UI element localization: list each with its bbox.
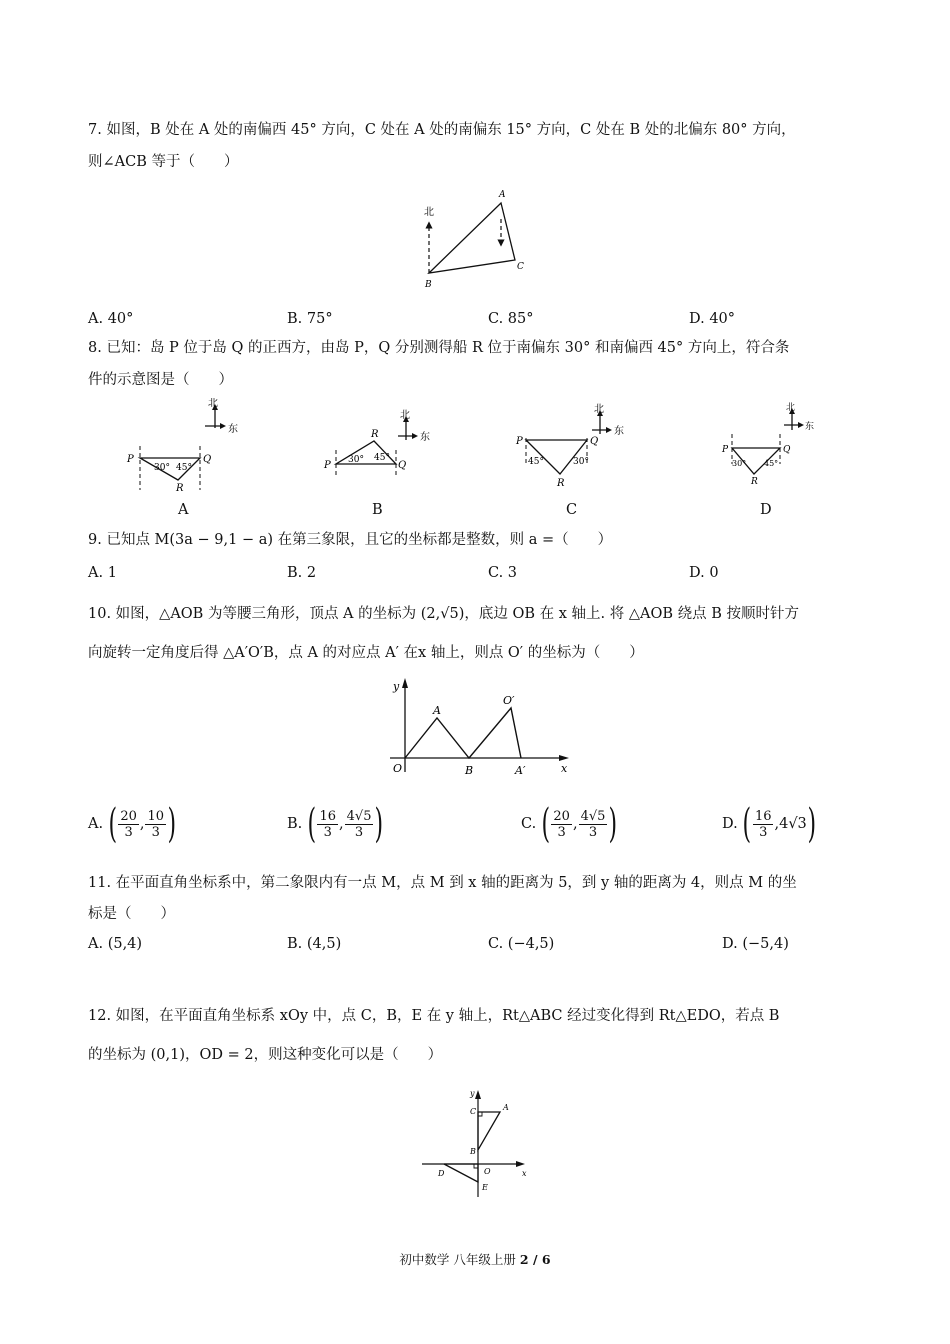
q8d-q: Q	[783, 445, 791, 455]
q8c-q: Q	[590, 436, 599, 447]
q8a-r: R	[176, 483, 184, 494]
q12-triangle-edo	[444, 1164, 478, 1182]
q10a-n2: 10	[147, 808, 165, 824]
q10-triangles	[405, 708, 521, 758]
q8-figure-d[interactable]	[712, 398, 842, 496]
q11-text-line1: 11. 在平面直角坐标系中，第二象限内有一点 M，点 M 到 x 轴的距离为 5，到 y 轴的距离为 4，则点 M 的坐	[88, 875, 797, 891]
q10b-label: B.	[287, 816, 303, 832]
q8c-east: 东	[614, 426, 624, 437]
q7-north-label: 北	[424, 207, 434, 218]
q8a-east: 东	[228, 424, 238, 435]
footer-text: 初中数学 八年级上册	[399, 1252, 516, 1267]
q10c-n1: 20	[553, 808, 570, 824]
q7-label-a: A	[499, 190, 506, 200]
q8b-north: 北	[400, 410, 410, 421]
q7-text-line1: 7. 如图，B 处在 A 处的南偏西 45° 方向，C 处在 A 处的南偏东 15° 方向，C 处在 B 处的北偏东 80° 方向，	[88, 122, 796, 138]
q10d-n1: 16	[754, 808, 772, 824]
q7-label-b: B	[425, 280, 432, 290]
q9-option-d[interactable]: D. 0	[689, 565, 719, 581]
q12-text-line2: 的坐标为 (0,1)，OD = 2，则这种变化可以是（ ）	[88, 1047, 443, 1063]
q8-caption-d: D	[760, 502, 772, 518]
q11-option-b[interactable]: B. (4,5)	[287, 936, 342, 952]
q10c-n2: 4√5	[580, 808, 606, 824]
q7-text-line2: 则∠ACB 等于（ ）	[88, 154, 239, 170]
q8a-p: P	[127, 454, 134, 465]
q10d-tail: ,4√3	[774, 816, 807, 832]
q8c-30: 30°	[573, 457, 589, 467]
q8b-east: 东	[420, 432, 430, 443]
q12-e-label: E	[482, 1183, 488, 1192]
q10-option-d[interactable]: D. ( $\frac{16}{3}$ ,4√3)	[722, 801, 816, 847]
q10-option-b[interactable]: B. ( $\frac{16}{3}$ , $\frac{4√5}{3}$ )	[287, 801, 384, 847]
q10-y-label: y	[393, 680, 400, 693]
q12-text-line1: 12. 如图，在平面直角坐标系 xOy 中，点 C，B，E 在 y 轴上，Rt△ABC 经过变化得到 Rt△EDO，若点 B	[88, 1008, 780, 1024]
q12-figure	[418, 1082, 534, 1202]
q11-option-d[interactable]: D. (−5,4)	[722, 936, 789, 952]
q8-caption-c: C	[566, 502, 578, 518]
q12-x-label: x	[522, 1169, 527, 1178]
q10b-n2: 4√5	[346, 808, 372, 824]
q8d-north: 北	[786, 403, 796, 413]
q12-b-label: B	[470, 1147, 476, 1156]
q8-caption-a: A	[178, 502, 189, 518]
q8b-30: 30°	[348, 455, 364, 465]
page-footer	[0, 1250, 950, 1268]
q10-ap-label: A′	[515, 764, 526, 777]
q7-option-d[interactable]: D. 40°	[689, 311, 736, 327]
q8a-north: 北	[208, 398, 218, 409]
q8-text-line1: 8. 已知：岛 P 位于岛 Q 的正西方，由岛 P，Q 分别测得船 R 位于南偏东 30° 和南偏西 45° 方向上，符合条	[88, 340, 790, 356]
q10-x-label: x	[561, 762, 568, 775]
q8d-45: 45°	[764, 459, 779, 468]
q7-triangle	[429, 203, 515, 273]
q8d-r: R	[751, 477, 758, 487]
q10b-d2: 3	[354, 824, 364, 840]
q12-c-label: C	[470, 1107, 477, 1116]
q10b-n1: 16	[319, 808, 337, 824]
q9-option-a[interactable]: A. 1	[88, 565, 117, 581]
q12-triangle-abc	[478, 1112, 500, 1150]
q8-figure-b[interactable]	[318, 398, 448, 496]
q10a-d2: 3	[151, 824, 160, 840]
q8b-p: P	[324, 460, 331, 471]
q9-option-c[interactable]: C. 3	[488, 565, 518, 581]
q10c-d1: 3	[557, 824, 566, 840]
q8b-45: 45°	[374, 453, 390, 463]
q11-text-line2: 标是（ ）	[88, 906, 175, 922]
q7-option-c[interactable]: C. 85°	[488, 311, 534, 327]
q9-option-b[interactable]: B. 2	[287, 565, 317, 581]
q8-caption-b: B	[372, 502, 383, 518]
q12-a-label: A	[503, 1103, 509, 1112]
q10a-d1: 3	[124, 824, 133, 840]
q10a-label: A.	[88, 816, 104, 832]
q8d-30: 30°	[732, 459, 747, 468]
q8-text-line2: 件的示意图是（ ）	[88, 372, 233, 388]
q8-figure-c[interactable]	[512, 398, 642, 496]
q10-o-label: O	[393, 762, 403, 775]
q10-figure	[385, 672, 585, 782]
q10d-d1: 3	[759, 824, 768, 840]
q8c-north: 北	[594, 404, 604, 415]
page-number: 2 / 6	[519, 1252, 551, 1267]
q8c-r: R	[557, 478, 565, 489]
q10d-label: D.	[722, 816, 738, 832]
q11-option-a[interactable]: A. (5,4)	[88, 936, 143, 952]
q12-o-label: O	[484, 1167, 491, 1176]
q8b-r: R	[371, 429, 379, 440]
q8b-q: Q	[398, 460, 407, 471]
q7-label-c: C	[517, 262, 524, 272]
q8-figure-a[interactable]	[120, 398, 250, 496]
q10c-label: C.	[521, 816, 537, 832]
q10-option-a[interactable]: A. ( $\frac{20}{3}$ , $\frac{10}{3}$ )	[88, 801, 177, 847]
q7-figure	[415, 185, 535, 295]
q10-b-label: B	[465, 764, 474, 777]
q8a-45: 45°	[176, 463, 192, 473]
q11-option-c[interactable]: C. (−4,5)	[488, 936, 555, 952]
q10b-d1: 3	[323, 824, 332, 840]
q10-text-line2: 向旋转一定角度后得 △A′O′B，点 A 的对应点 A′ 在x 轴上，则点 O′ 的坐标为（ ）	[88, 645, 644, 661]
q8d-p: P	[722, 445, 729, 455]
q9-text-line1: 9. 已知点 M(3a − 9,1 − a) 在第三象限，且它的坐标都是整数，则 a =（ ）	[88, 532, 613, 548]
q12-d-label: D	[438, 1169, 445, 1178]
q10-a-label: A	[433, 704, 441, 717]
q8a-30: 30°	[154, 463, 170, 473]
q10c-d2: 3	[588, 824, 598, 840]
q7-option-a[interactable]: A. 40°	[88, 311, 134, 327]
q8d-east: 东	[805, 422, 815, 432]
q7-option-b[interactable]: B. 75°	[287, 311, 333, 327]
q10-text-line1: 10. 如图，△AOB 为等腰三角形，顶点 A 的坐标为 (2,√5)，底边 OB 在 x 轴上. 将 △AOB 绕点 B 按顺时针方	[88, 606, 799, 622]
q8a-q: Q	[203, 454, 212, 465]
q8c-p: P	[516, 436, 523, 447]
q10-op-label: O′	[503, 694, 515, 707]
q10-option-c[interactable]: C. ( $\frac{20}{3}$ , $\frac{4√5}{3}$ )	[521, 801, 618, 847]
q10a-n1: 20	[120, 808, 137, 824]
q8c-45: 45°	[528, 457, 544, 467]
q12-y-label: y	[470, 1089, 475, 1098]
